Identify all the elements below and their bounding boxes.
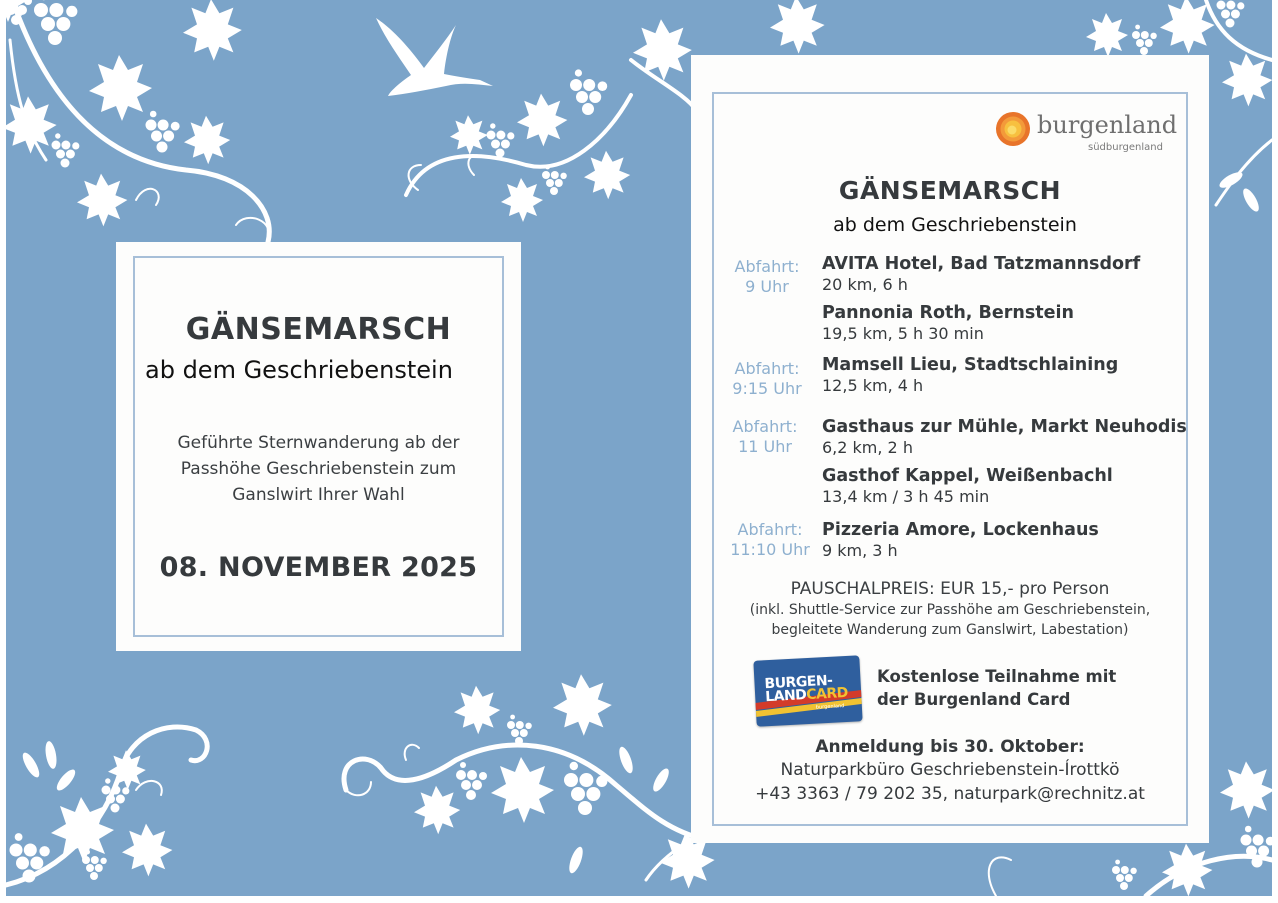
price-detail: (inkl. Shuttle-Service zur Passhöhe am Geschriebenstein, — [749, 602, 1151, 618]
card-brand-land: LAND — [764, 687, 807, 706]
logo-wordmark: burgenland — [1037, 111, 1178, 139]
sun-swirl-logo-icon — [994, 110, 1032, 148]
registration-deadline: Anmeldung bis 30. Oktober: — [815, 737, 1085, 757]
departure-time — [727, 257, 807, 297]
logo-subtitle: südburgenland — [1088, 142, 1163, 153]
departure-time — [725, 417, 805, 457]
right-subtitle: ab dem Geschriebenstein — [833, 214, 1077, 236]
description-line: Passhöhe Geschriebenstein zum — [180, 459, 457, 479]
destination-distance: 6,2 km, 2 h — [822, 438, 913, 457]
departure-label: Abfahrt: — [734, 257, 800, 276]
card-logo: burgenland — [815, 703, 845, 711]
destination-item — [822, 254, 1140, 295]
price-block — [712, 578, 1188, 640]
departure-hour: 9:15 Uhr — [732, 379, 802, 398]
price-headline: PAUSCHALPREIS: EUR 15,- pro Person — [790, 579, 1110, 599]
destination-distance: 19,5 km, 5 h 30 min — [822, 324, 984, 343]
destination-distance: 20 km, 6 h — [822, 275, 908, 294]
card-brand-text — [764, 674, 848, 704]
registration-block — [712, 736, 1188, 806]
price-detail: begleitete Wanderung zum Ganslwirt, Labestation) — [771, 622, 1129, 638]
right-title: GÄNSEMARSCH — [838, 176, 1062, 205]
departure-time — [727, 359, 807, 399]
left-description — [133, 430, 504, 508]
destination-name: Pizzeria Amore, Lockenhaus — [822, 520, 1099, 540]
left-subtitle: ab dem Geschriebenstein — [145, 356, 453, 384]
destination-distance: 9 km, 3 h — [822, 541, 898, 560]
departure-hour: 11 Uhr — [738, 437, 792, 456]
destination-item — [822, 520, 1099, 561]
departure-hour: 11:10 Uhr — [730, 540, 810, 559]
card-offer-line: Kostenlose Teilnahme mit — [877, 667, 1117, 686]
description-line: Geführte Sternwanderung ab der — [177, 433, 460, 453]
destination-name: AVITA Hotel, Bad Tatzmannsdorf — [822, 254, 1141, 274]
departure-label: Abfahrt: — [737, 520, 803, 539]
destination-name: Pannonia Roth, Bernstein — [822, 303, 1074, 323]
destination-distance: 13,4 km / 3 h 45 min — [822, 487, 990, 506]
departure-label: Abfahrt: — [732, 417, 798, 436]
registration-contact[interactable]: +43 3363 / 79 202 35, naturpark@rechnitz.at — [755, 784, 1145, 804]
card-offer-text — [877, 665, 1116, 711]
card-brand-line: BURGEN- — [764, 672, 833, 693]
destination-item — [822, 303, 1074, 344]
departure-label: Abfahrt: — [734, 359, 800, 378]
departure-time — [727, 520, 813, 560]
destination-name: Gasthaus zur Mühle, Markt Neuhodis — [822, 417, 1187, 437]
destination-item — [822, 466, 1113, 507]
burgenland-card-image — [753, 655, 862, 726]
description-line: Ganslwirt Ihrer Wahl — [232, 485, 405, 505]
destination-item — [822, 417, 1187, 458]
destination-distance: 12,5 km, 4 h — [822, 376, 924, 395]
card-brand-card: CARD — [805, 684, 849, 704]
departure-hour: 9 Uhr — [745, 277, 789, 296]
left-title: GÄNSEMARSCH — [185, 312, 452, 347]
card-offer-line: der Burgenland Card — [877, 690, 1071, 709]
destination-name: Mamsell Lieu, Stadtschlaining — [822, 355, 1119, 375]
destination-name: Gasthof Kappel, Weißenbachl — [822, 466, 1113, 486]
event-date: 08. NOVEMBER 2025 — [159, 552, 478, 583]
registration-organization: Naturparkbüro Geschriebenstein-Írottkö — [780, 760, 1120, 780]
destination-item — [822, 355, 1118, 396]
